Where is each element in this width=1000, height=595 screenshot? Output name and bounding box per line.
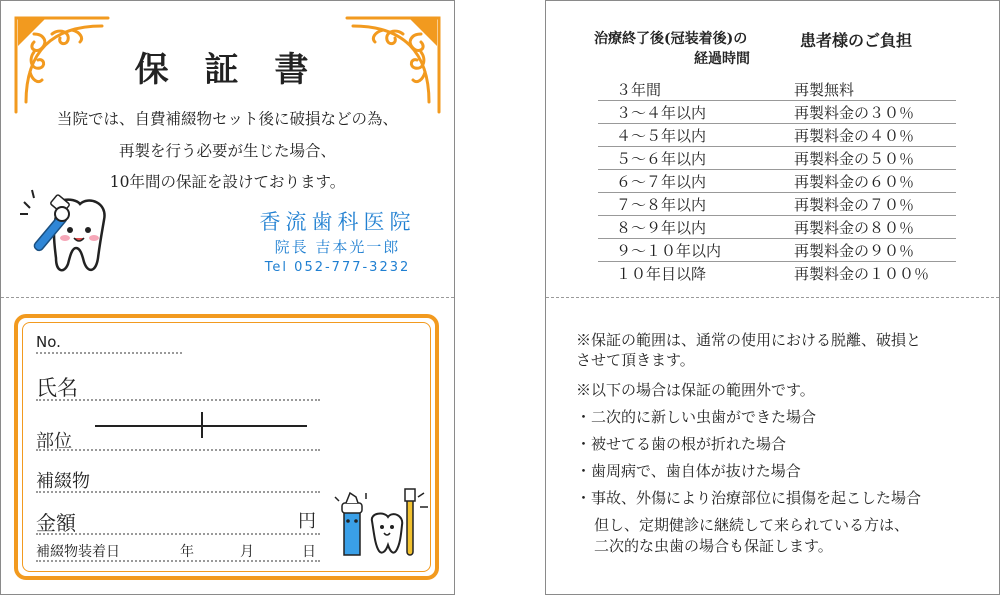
table-row	[598, 170, 956, 193]
certificate-title: 保 証 書	[134, 50, 321, 90]
row-charge: 再製無料	[794, 81, 855, 99]
row-charge: 再製料金の７０％	[794, 196, 915, 214]
table-row	[598, 239, 956, 262]
row-period: ９～１０年以内	[616, 242, 722, 260]
no-label: No.	[36, 333, 61, 351]
prosthesis-label: 補綴物	[36, 471, 90, 492]
intro-line-2: 再製を行う必要が生じた場合、	[118, 142, 336, 160]
clinic-name: 香流歯科医院	[259, 210, 416, 234]
amount-unit: 円	[298, 511, 316, 532]
perforation-line	[546, 297, 999, 298]
intro-line-1: 当院では、自費補綴物セット後に破損などの為、	[56, 110, 398, 128]
table-header-period-line1: 治療終了後(冠装着後)の	[594, 31, 748, 47]
date-label: 補綴物装着日	[36, 544, 120, 560]
note-proviso-line1: 但し、定期健診に継続して来られている方は、	[594, 516, 910, 534]
table-header-period-line2: 経過時間	[694, 51, 750, 67]
row-charge: 再製料金の９０％	[794, 242, 915, 260]
row-period: ３年間	[616, 81, 662, 99]
day-label: 日	[302, 544, 316, 560]
site-label: 部位	[36, 431, 72, 452]
year-label: 年	[180, 544, 194, 560]
table-row	[598, 262, 956, 284]
note-item: ・歯周病で、歯自体が抜けた場合	[576, 462, 801, 480]
table-row	[598, 78, 956, 101]
site-field[interactable]	[36, 449, 320, 451]
tooth-mascot-icon	[18, 180, 118, 280]
row-charge: 再製料金の８０％	[794, 219, 915, 237]
row-period: ６～７年以内	[616, 173, 707, 191]
table-row	[598, 216, 956, 239]
row-period: １０年目以降	[616, 265, 707, 283]
table-row	[598, 124, 956, 147]
row-charge: 再製料金の３０％	[794, 104, 915, 122]
dental-goods-illustration-icon	[330, 485, 430, 565]
note-item: ・事故、外傷により治療部位に損傷を起こした場合	[576, 489, 922, 507]
no-field[interactable]	[36, 352, 182, 354]
amount-label: 金額	[36, 511, 76, 535]
table-row	[598, 101, 956, 124]
clinic-director: 院長 吉本光一郎	[274, 238, 401, 256]
name-field[interactable]	[36, 399, 320, 401]
amount-field[interactable]	[36, 533, 320, 535]
clinic-tel: Tel 052-777-3232	[264, 260, 411, 275]
row-period: ７～８年以内	[616, 196, 707, 214]
row-period: ５～６年以内	[616, 150, 707, 168]
perforation-line	[1, 297, 454, 298]
row-charge: 再製料金の１００％	[794, 265, 930, 283]
note-item: ・二次的に新しい虫歯ができた場合	[576, 408, 817, 426]
note-scope-line1: ※保証の範囲は、通常の使用における脱離、破損と	[576, 331, 922, 349]
table-row	[598, 147, 956, 170]
row-period: ３～４年以内	[616, 104, 707, 122]
note-scope-line2: させて頂きます。	[576, 351, 695, 369]
note-proviso-line2: 二次的な虫歯の場合も保証します。	[594, 537, 833, 555]
intro-line-3: 10年間の保証を設けております。	[109, 173, 346, 191]
note-exclusion: ※以下の場合は保証の範囲外です。	[576, 381, 815, 399]
table-header-charge: 患者様のご負担	[800, 31, 913, 50]
month-label: 月	[240, 544, 254, 560]
name-label: 氏名	[36, 376, 78, 400]
table-row	[598, 193, 956, 216]
row-charge: 再製料金の６０％	[794, 173, 915, 191]
row-period: ８～９年以内	[616, 219, 707, 237]
row-period: ４～５年以内	[616, 127, 707, 145]
date-field[interactable]	[36, 560, 320, 562]
row-charge: 再製料金の４０％	[794, 127, 915, 145]
prosthesis-field[interactable]	[36, 491, 320, 493]
note-item: ・被せてる歯の根が折れた場合	[576, 435, 787, 453]
dental-chart-vertical-line	[201, 412, 203, 438]
row-charge: 再製料金の５０％	[794, 150, 915, 168]
